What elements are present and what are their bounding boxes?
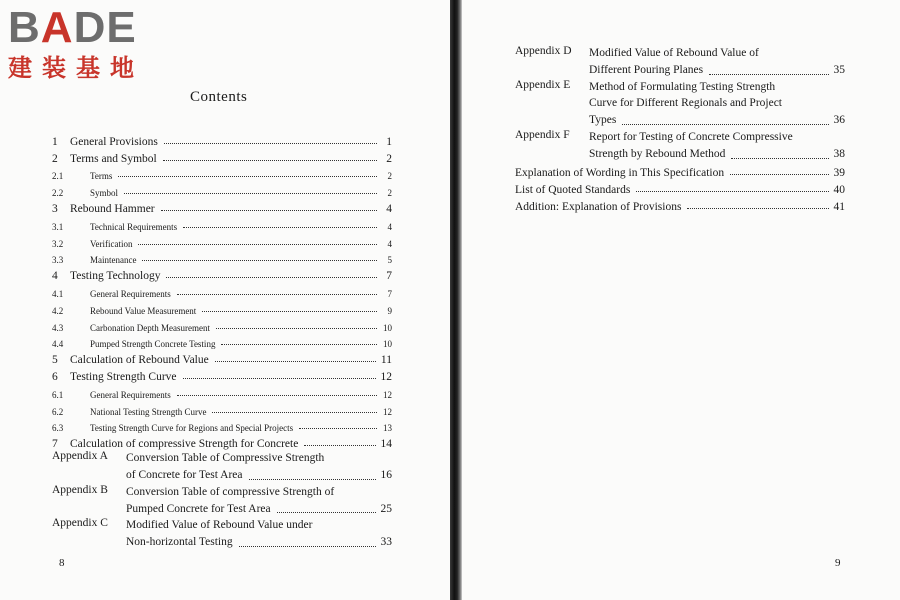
page-ref: 41 [833,200,845,213]
section-number: 4 [52,270,58,283]
toc-entry [52,265,392,282]
section-number: 7 [52,438,58,451]
section-title: Terms [90,171,113,182]
dot-leader [164,143,377,144]
dot-leader [249,479,376,480]
section-title: Rebound Value Measurement [90,305,197,316]
section-number: 6.3 [52,423,64,434]
section-title: Carbonation Depth Measurement [90,322,210,333]
toc-entry [52,282,392,299]
appendix-title-text: Conversion Table of Compressive Strength [126,452,325,465]
appendix-title-line [126,534,392,551]
toc-entry [52,131,392,148]
dot-leader [163,160,377,161]
appendix-title-lines [589,129,845,163]
dot-leader [118,176,377,177]
page-ref: 11 [380,354,392,367]
appendix-row [515,129,845,163]
page-ref: 9 [387,305,392,316]
toc-entry [52,433,392,450]
toc-entry [52,299,392,316]
appendix-entry [515,79,845,129]
appendix-title-line [126,501,392,518]
page-ref: 12 [383,406,392,417]
section-title: Testing Technology [70,270,161,283]
appendix-entry [52,450,392,484]
page-number-right: 9 [835,557,841,569]
dot-leader [731,158,828,159]
bade-logo [8,3,178,84]
section-title: Calculation of Rebound Value [70,354,209,367]
dot-leader [166,277,377,278]
appendix-row [52,484,392,518]
section-number: 6.1 [52,389,64,400]
section-number: 4.4 [52,339,64,350]
toc-entry [515,179,845,196]
appendix-row [52,517,392,551]
section-title: Calculation of compressive Strength for Concrete [70,438,299,451]
toc-entry [515,196,845,213]
section-title: Testing Strength Curve for Regions and Special Projects [90,423,294,434]
toc-entry [52,316,392,333]
dot-leader [138,244,377,245]
section-title: General Provisions [70,135,158,148]
page-ref: 4 [386,202,392,215]
dot-leader [142,260,377,261]
toc-entry [52,349,392,366]
toc-entry [52,181,392,198]
page-ref: 7 [386,270,392,283]
appendix-title-text: Curve for Different Regionals and Project [589,97,782,110]
dot-leader [277,512,376,513]
section-number: 6 [52,370,58,383]
appendix-title-text: Conversion Table of compressive Strength of [126,485,335,498]
page-ref: 4 [387,238,392,249]
page-ref: 39 [833,167,845,180]
dot-leader [177,395,377,396]
section-title: General Requirements [90,389,171,400]
appendix-title-line [589,129,845,146]
appendix-title-text: Pumped Concrete for Test Area [126,502,271,515]
page-ref: 14 [380,438,392,451]
appendix-title-line [589,45,845,62]
logo-wordmark [8,3,178,52]
appendix-row [515,45,845,79]
appendix-title-line [589,146,845,163]
appendix-title-line [126,517,392,534]
logo-letter: B [8,3,41,52]
toc-entry [52,232,392,249]
page-ref: 2 [386,152,392,165]
logo-letter: A [40,3,74,52]
section-title: National Testing Strength Curve [90,406,207,417]
section-title: Technical Requirements [90,221,178,232]
appendix-label: Appendix D [515,45,572,57]
section-number: 3.3 [52,255,64,266]
section-number: 1 [52,135,58,148]
appendix-title-text: Modified Value of Rebound Value under [126,519,313,532]
section-number: 3.2 [52,238,64,249]
table-of-contents-right [515,45,845,213]
appendix-row [52,450,392,484]
appendix-title-line [589,79,845,96]
toc-entry [52,148,392,165]
toc-entry [52,383,392,400]
section-number: 3 [52,202,58,215]
appendix-entry [52,484,392,518]
appendix-row [515,79,845,129]
appendix-label: Appendix A [52,450,108,463]
contents-heading: Contents [190,89,248,105]
page-ref: 40 [833,184,845,197]
dot-leader [183,227,377,228]
section-number: 6.2 [52,406,64,417]
appendix-title-lines [126,517,392,551]
section-title: List of Quoted Standards [515,184,631,197]
page-ref: 2 [387,188,392,199]
toc-entry [52,400,392,417]
dot-leader [687,208,828,209]
section-number: 2.2 [52,188,64,199]
appendix-title-text: Different Pouring Planes [589,63,704,76]
dot-leader [636,191,828,192]
appendix-title-lines [126,450,392,484]
appendix-title-text: Strength by Rebound Method [589,147,726,160]
section-title: Testing Strength Curve [70,370,177,383]
page-ref: 38 [833,147,845,160]
appendix-label: Appendix E [515,78,571,91]
appendix-title-text: Method of Formulating Testing Strength [589,80,776,93]
dot-leader [304,445,375,446]
appendix-title-text: Non-horizontal Testing [126,536,233,549]
section-number: 5 [52,354,58,367]
dot-leader [177,294,377,295]
appendix-title-text: of Concrete for Test Area [126,468,243,481]
appendix-title-line [589,112,845,129]
appendix-entry [52,517,392,551]
page-ref: 35 [833,63,845,76]
appendix-title-line [589,95,845,112]
toc-entry [52,215,392,232]
section-title: Addition: Explanation of Provisions [515,200,682,213]
appendix-title-text: Report for Testing of Concrete Compressive [589,130,793,143]
page-ref: 5 [387,255,392,266]
page-ref: 4 [387,221,392,232]
appendix-label: Appendix F [515,128,570,141]
appendix-title-lines [589,45,845,79]
table-of-contents-left [52,131,392,551]
dot-leader [212,412,377,413]
section-title: Symbol [90,188,119,199]
appendix-title-line [126,484,392,501]
appendix-title-lines [126,484,392,518]
appendix-title-line [126,467,392,484]
page-ref: 7 [387,288,392,299]
toc-entry [52,198,392,215]
section-title: General Requirements [90,288,171,299]
dot-leader [730,174,828,175]
page-ref: 10 [383,322,392,333]
appendix-title-text: Types [589,114,617,127]
page-ref: 1 [386,135,392,148]
appendix-entry [515,45,845,79]
section-number: 2.1 [52,171,64,182]
page-ref: 12 [380,370,392,383]
appendix-label: Appendix C [52,517,108,530]
page-ref: 10 [383,339,392,350]
toc-entry [52,333,392,350]
section-number: 4.3 [52,322,64,333]
dot-leader [239,546,376,547]
dot-leader [124,193,377,194]
dot-leader [183,378,376,379]
appendix-title-text: Modified Value of Rebound Value of [589,47,759,59]
dot-leader [622,124,828,125]
appendix-entry [515,129,845,163]
section-number: 2 [52,152,58,165]
logo-letter: E [106,3,137,52]
section-title: Terms and Symbol [70,152,157,165]
toc-entry [52,249,392,266]
page-ref: 16 [380,468,392,481]
logo-chinese-text: 建装基地 [8,54,144,82]
appendix-title-lines [589,79,845,129]
section-number: 4.2 [52,305,64,316]
page-ref: 25 [380,502,392,515]
book-gutter [450,0,462,600]
page-ref: 13 [383,423,392,434]
appendix-label: Appendix B [52,483,108,496]
appendix-title-line [126,450,392,467]
section-number: 3.1 [52,221,64,232]
section-title: Rebound Hammer [70,202,155,215]
dot-leader [709,74,828,75]
page-ref: 12 [383,389,392,400]
dot-leader [221,344,377,345]
toc-entry [52,417,392,434]
dot-leader [202,311,377,312]
page-ref: 36 [833,114,845,127]
dot-leader [216,328,377,329]
toc-entry [515,163,845,180]
section-number: 4.1 [52,288,64,299]
page-number-left: 8 [59,557,65,569]
section-title: Pumped Strength Concrete Testing [90,339,216,350]
dot-leader [215,361,376,362]
dot-leader [299,428,377,429]
page-ref: 2 [387,171,392,182]
toc-entry [52,366,392,383]
logo-letter: D [73,3,107,52]
appendix-title-line [589,62,845,79]
page-ref: 33 [380,536,392,549]
section-title: Maintenance [90,255,137,266]
section-title: Explanation of Wording in This Specification [515,167,725,180]
dot-leader [161,210,377,211]
toc-entry [52,165,392,182]
section-title: Verification [90,238,133,249]
